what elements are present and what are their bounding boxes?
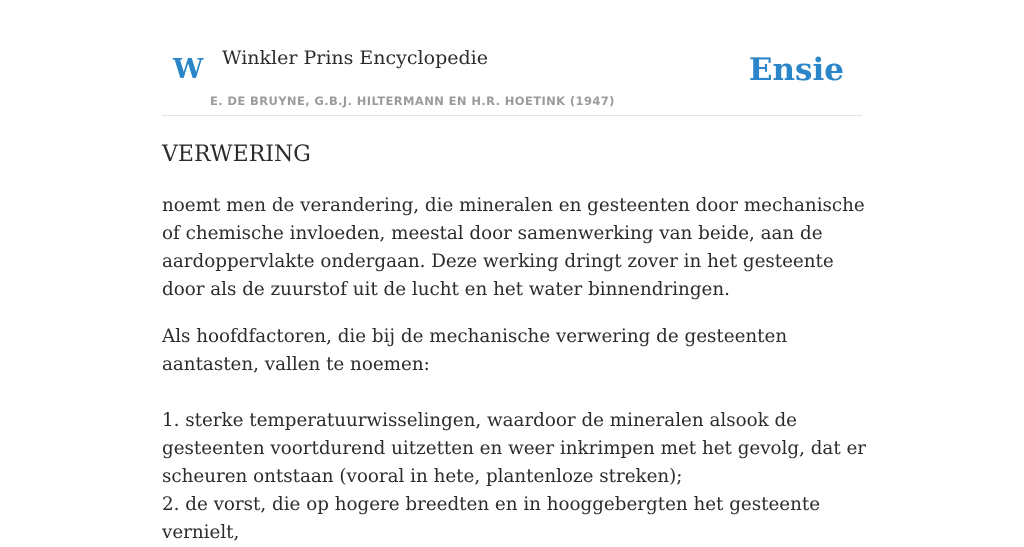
- list-item: 2. de vorst, die op hogere breedten en in hooggebergten het gesteente vernielt,: [162, 494, 821, 543]
- ensie-logo-link[interactable]: Ensie: [748, 52, 844, 88]
- source-authors: E. DE BRUYNE, G.B.J. HILTERMANN EN H.R. HOETINK (1947): [210, 94, 615, 108]
- article-title: VERWERING: [162, 142, 311, 167]
- list-item: 1. sterke temperatuurwisselingen, waardoor de mineralen alsook de gesteenten voortdurend uitzetten en weer inkrimpen met het gevolg, dat er scheuren ontstaan (vooral in hete, plantenloze streken);: [162, 410, 867, 487]
- source-header: [162, 0, 862, 116]
- article-paragraph: Als hoofdfactoren, die bij de mechanische verwering de gesteenten aantasten, vallen te noemen:: [162, 326, 788, 375]
- article-paragraph: noemt men de verandering, die mineralen en gesteenten door mechanische of chemische invloeden, meestal door samenwerking van beide, aan de aardoppervlakte ondergaan. Deze werking dringt zover in het gesteente door als de zuurstof uit de lucht en het water binnendringen.: [162, 195, 865, 300]
- source-logo[interactable]: W: [173, 54, 204, 85]
- factor-list: [162, 407, 868, 547]
- source-title[interactable]: Winkler Prins Encyclopedie: [222, 47, 488, 69]
